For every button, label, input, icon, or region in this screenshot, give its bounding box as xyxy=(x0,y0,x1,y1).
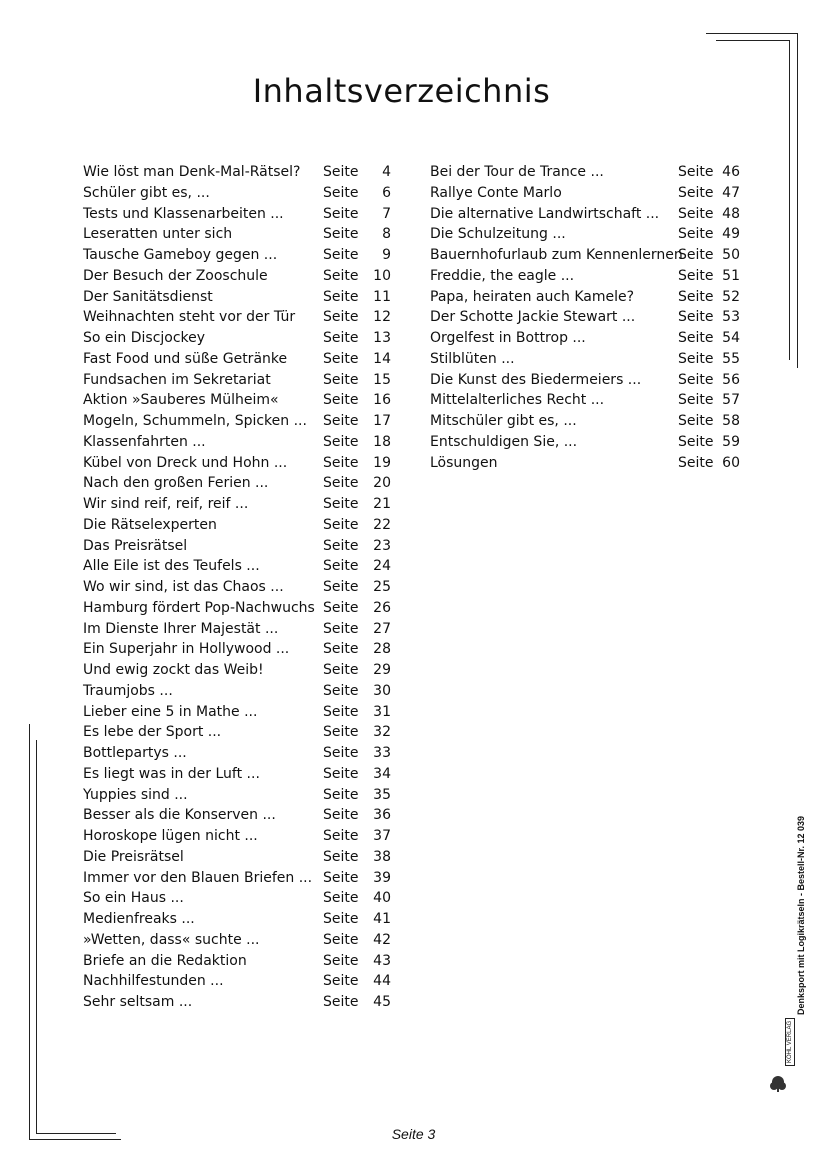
toc-entry-seite-label: Seite xyxy=(323,205,359,222)
toc-entry-title: Lieber eine 5 in Mathe ... xyxy=(83,703,258,720)
toc-entry-page-number: 57 xyxy=(722,392,740,409)
toc-entry-title: Und ewig zockt das Weib! xyxy=(83,662,264,678)
toc-entry-title: Rallye Conte Marlo xyxy=(430,184,562,201)
toc-entry-page-number: 56 xyxy=(722,371,740,388)
toc-entry-page-number: 16 xyxy=(373,392,391,409)
toc-entry-page-number: 22 xyxy=(373,516,391,533)
toc-entry-title: Es lebe der Sport ... xyxy=(83,724,222,741)
toc-entry-page-number: 19 xyxy=(373,454,391,471)
toc-entry-seite-label: Seite xyxy=(678,350,714,367)
toc-entry-title: Nach den großen Ferien ... xyxy=(83,475,269,492)
toc-entry-seite-label: Seite xyxy=(323,350,359,367)
toc-entry-page-number: 38 xyxy=(373,848,391,865)
toc-entry xyxy=(83,909,395,930)
toc-entry xyxy=(83,868,395,889)
toc-entry-seite-label: Seite xyxy=(323,413,359,429)
toc-entry-seite-label: Seite xyxy=(323,745,359,761)
toc-entry xyxy=(430,183,748,204)
side-publication-text: Denksport mit Logikrätseln - Bestell-Nr. 12 039 xyxy=(796,815,806,1015)
toc-entry-title: Fast Food und süße Getränke xyxy=(83,350,288,367)
toc-entry xyxy=(83,162,395,183)
toc-entry xyxy=(430,328,748,349)
toc-entry-seite-label: Seite xyxy=(678,413,714,429)
toc-entry-title: Fundsachen im Sekretariat xyxy=(83,371,271,388)
toc-entry-title: Bauernhofurlaub zum Kennenlernen xyxy=(430,247,683,263)
frame-left-line-outer xyxy=(29,724,30,1140)
toc-entry xyxy=(83,619,395,640)
toc-entry-page-number: 44 xyxy=(373,973,391,990)
toc-entry-title: Horoskope lügen nicht ... xyxy=(83,828,258,844)
toc-entry-page-number: 18 xyxy=(373,433,391,450)
toc-entry-title: Leseratten unter sich xyxy=(83,226,233,243)
toc-entry-title: Orgelfest in Bottrop ... xyxy=(430,330,586,346)
toc-entry xyxy=(83,494,395,515)
toc-entry-page-number: 60 xyxy=(722,454,740,471)
toc-entry-page-number: 25 xyxy=(373,579,391,595)
toc-entry-title: Ein Superjahr in Hollywood ... xyxy=(83,641,290,658)
toc-entry-seite-label: Seite xyxy=(323,599,359,616)
toc-entry xyxy=(83,930,395,951)
toc-entry xyxy=(430,245,748,266)
toc-entry-seite-label: Seite xyxy=(323,558,359,575)
toc-entry-title: Bei der Tour de Trance ... xyxy=(430,164,604,180)
frame-top-line-inner xyxy=(716,40,789,41)
toc-entry-title: Mitschüler gibt es, ... xyxy=(430,413,577,429)
toc-entry xyxy=(83,598,395,619)
toc-entry xyxy=(83,702,395,723)
toc-entry-page-number: 32 xyxy=(373,724,391,741)
toc-entry-title: Briefe an die Redaktion xyxy=(83,952,247,969)
toc-entry-seite-label: Seite xyxy=(323,911,359,927)
toc-entry xyxy=(83,556,395,577)
toc-entry xyxy=(430,390,748,411)
toc-entry xyxy=(83,785,395,806)
toc-entry-title: Die Schulzeitung ... xyxy=(430,226,566,243)
toc-entry-page-number: 51 xyxy=(722,267,740,284)
toc-entry-seite-label: Seite xyxy=(323,869,359,886)
toc-entry xyxy=(83,328,395,349)
toc-entry xyxy=(83,370,395,391)
toc-entry-title: Wie löst man Denk-Mal-Rätsel? xyxy=(83,164,301,180)
toc-entry-page-number: 50 xyxy=(722,247,740,263)
toc-entry-page-number: 34 xyxy=(373,765,391,782)
toc-entry-page-number: 11 xyxy=(373,288,391,305)
toc-entry-title: Papa, heiraten auch Kamele? xyxy=(430,288,635,305)
toc-entry xyxy=(83,204,395,225)
toc-entry-seite-label: Seite xyxy=(323,392,359,409)
toc-entry-seite-label: Seite xyxy=(323,931,359,948)
tree-logo-icon xyxy=(766,1030,802,1094)
toc-entry-seite-label: Seite xyxy=(323,620,359,637)
toc-entry-page-number: 6 xyxy=(382,184,391,201)
toc-entry-title: Weihnachten steht vor der Tür xyxy=(83,309,296,326)
toc-entry-title: Sehr seltsam ... xyxy=(83,994,193,1010)
toc-entry xyxy=(83,432,395,453)
toc-entry-page-number: 46 xyxy=(722,164,740,180)
toc-entry-title: Traumjobs ... xyxy=(83,682,173,699)
toc-entry-page-number: 8 xyxy=(382,226,391,243)
toc-entry-title: Besser als die Konserven ... xyxy=(83,807,276,824)
frame-top-line-outer xyxy=(706,33,798,34)
toc-entry-page-number: 45 xyxy=(373,994,391,1010)
toc-entry-title: Alle Eile ist des Teufels ... xyxy=(83,558,260,575)
toc-entry-title: Im Dienste Ihrer Majestät ... xyxy=(83,620,279,637)
toc-entry xyxy=(83,826,395,847)
toc-entry-page-number: 7 xyxy=(382,205,391,222)
toc-entry-page-number: 23 xyxy=(373,537,391,554)
toc-entry-seite-label: Seite xyxy=(323,765,359,782)
toc-entry xyxy=(430,411,748,432)
toc-entry-page-number: 28 xyxy=(373,641,391,658)
toc-entry-page-number: 42 xyxy=(373,931,391,948)
toc-entry-seite-label: Seite xyxy=(323,786,359,803)
toc-entry-page-number: 53 xyxy=(722,309,740,326)
toc-entry-title: Der Besuch der Zooschule xyxy=(83,267,268,284)
toc-entry-page-number: 43 xyxy=(373,952,391,969)
toc-entry-seite-label: Seite xyxy=(323,703,359,720)
toc-entry-title: Nachhilfestunden ... xyxy=(83,973,224,990)
toc-entry xyxy=(83,453,395,474)
toc-entry-title: Die alternative Landwirtschaft ... xyxy=(430,205,660,222)
toc-entry-seite-label: Seite xyxy=(678,371,714,388)
toc-entry-seite-label: Seite xyxy=(323,288,359,305)
toc-entry xyxy=(83,245,395,266)
toc-entry xyxy=(83,743,395,764)
toc-entry-page-number: 52 xyxy=(722,288,740,305)
toc-entry-seite-label: Seite xyxy=(323,682,359,699)
toc-entry-title: Das Preisrätsel xyxy=(83,537,188,554)
toc-entry xyxy=(83,660,395,681)
toc-entry-page-number: 31 xyxy=(373,703,391,720)
toc-entry xyxy=(83,805,395,826)
toc-entry xyxy=(430,349,748,370)
toc-entry xyxy=(83,681,395,702)
toc-entry-seite-label: Seite xyxy=(323,890,359,907)
toc-entry-page-number: 12 xyxy=(373,309,391,326)
toc-entry-title: Es liegt was in der Luft ... xyxy=(83,765,260,782)
toc-entry xyxy=(83,287,395,308)
toc-entry xyxy=(430,307,748,328)
toc-entry-title: Die Rätselexperten xyxy=(83,516,217,533)
toc-entry-seite-label: Seite xyxy=(678,454,714,471)
toc-entry-title: Der Schotte Jackie Stewart ... xyxy=(430,309,636,326)
toc-right-column xyxy=(430,162,748,473)
toc-entry xyxy=(83,951,395,972)
toc-entry-title: Die Kunst des Biedermeiers ... xyxy=(430,371,642,388)
toc-entry xyxy=(430,453,748,474)
toc-entry-seite-label: Seite xyxy=(323,226,359,243)
toc-entry-title: Freddie, the eagle ... xyxy=(430,267,575,284)
toc-entry-page-number: 13 xyxy=(373,330,391,346)
toc-entry-seite-label: Seite xyxy=(323,579,359,595)
toc-entry-seite-label: Seite xyxy=(323,662,359,678)
toc-entry-title: Kübel von Dreck und Hohn ... xyxy=(83,454,288,471)
toc-entry-seite-label: Seite xyxy=(323,164,359,180)
toc-entry xyxy=(83,764,395,785)
toc-entry-page-number: 58 xyxy=(722,413,740,429)
toc-entry xyxy=(83,307,395,328)
toc-entry-page-number: 4 xyxy=(382,164,391,180)
toc-entry-title: Wir sind reif, reif, reif ... xyxy=(83,496,249,512)
toc-entry-seite-label: Seite xyxy=(323,994,359,1010)
toc-entry xyxy=(83,390,395,411)
toc-entry-title: Wo wir sind, ist das Chaos ... xyxy=(83,579,284,595)
toc-entry xyxy=(83,224,395,245)
toc-entry-page-number: 27 xyxy=(373,620,391,637)
toc-entry-seite-label: Seite xyxy=(323,807,359,824)
toc-entry-seite-label: Seite xyxy=(323,496,359,512)
toc-entry-page-number: 20 xyxy=(373,475,391,492)
toc-entry-page-number: 37 xyxy=(373,828,391,844)
toc-entry-title: Aktion »Sauberes Mülheim« xyxy=(83,392,279,409)
toc-entry-title: Immer vor den Blauen Briefen ... xyxy=(83,869,313,886)
toc-entry-seite-label: Seite xyxy=(323,371,359,388)
toc-entry-seite-label: Seite xyxy=(323,537,359,554)
toc-entry-title: Tausche Gameboy gegen ... xyxy=(83,247,278,263)
toc-entry xyxy=(83,266,395,287)
toc-entry-seite-label: Seite xyxy=(323,724,359,741)
toc-entry xyxy=(83,722,395,743)
toc-entry-seite-label: Seite xyxy=(323,848,359,865)
toc-entry-seite-label: Seite xyxy=(323,330,359,346)
toc-entry xyxy=(83,888,395,909)
toc-entry xyxy=(83,992,395,1013)
toc-entry-seite-label: Seite xyxy=(323,309,359,326)
toc-entry-page-number: 49 xyxy=(722,226,740,243)
toc-entry xyxy=(430,432,748,453)
toc-entry-page-number: 26 xyxy=(373,599,391,616)
toc-entry-title: »Wetten, dass« suchte ... xyxy=(83,931,260,948)
toc-entry-seite-label: Seite xyxy=(323,267,359,284)
toc-entry-page-number: 40 xyxy=(373,890,391,907)
toc-entry-page-number: 33 xyxy=(373,745,391,761)
toc-entry xyxy=(83,639,395,660)
toc-entry xyxy=(83,183,395,204)
toc-entry-seite-label: Seite xyxy=(323,454,359,471)
toc-entry-title: Hamburg fördert Pop-Nachwuchs xyxy=(83,599,315,616)
toc-entry xyxy=(430,224,748,245)
toc-entry-title: Schüler gibt es, ... xyxy=(83,184,210,201)
toc-entry-seite-label: Seite xyxy=(678,184,714,201)
toc-entry-page-number: 39 xyxy=(373,869,391,886)
toc-entry-page-number: 10 xyxy=(373,267,391,284)
toc-entry-title: So ein Discjockey xyxy=(83,330,206,346)
toc-entry-title: Stilblüten ... xyxy=(430,350,515,367)
toc-entry-page-number: 59 xyxy=(722,433,740,450)
toc-entry xyxy=(83,847,395,868)
toc-entry-page-number: 41 xyxy=(373,911,391,927)
publisher-logo-text: KOHL VERLAG xyxy=(785,1018,795,1066)
toc-entry-page-number: 24 xyxy=(373,558,391,575)
toc-entry xyxy=(83,536,395,557)
toc-entry-seite-label: Seite xyxy=(678,164,714,180)
toc-entry-page-number: 36 xyxy=(373,807,391,824)
toc-entry-seite-label: Seite xyxy=(678,226,714,243)
frame-left-line-inner xyxy=(36,740,37,1133)
toc-entry xyxy=(430,204,748,225)
toc-entry-title: Klassenfahrten ... xyxy=(83,433,206,450)
toc-entry-title: Entschuldigen Sie, ... xyxy=(430,433,578,450)
toc-entry-page-number: 55 xyxy=(722,350,740,367)
toc-entry-seite-label: Seite xyxy=(678,205,714,222)
toc-entry-seite-label: Seite xyxy=(323,952,359,969)
toc-entry-title: Lösungen xyxy=(430,454,498,471)
toc-entry-seite-label: Seite xyxy=(323,247,359,263)
toc-entry-seite-label: Seite xyxy=(323,973,359,990)
toc-entry-seite-label: Seite xyxy=(678,288,714,305)
toc-left-column xyxy=(83,162,395,1013)
toc-entry xyxy=(83,411,395,432)
toc-entry-title: Medienfreaks ... xyxy=(83,911,195,927)
toc-entry xyxy=(83,577,395,598)
toc-entry-page-number: 9 xyxy=(382,247,391,263)
page-number-footer: Seite 3 xyxy=(391,1126,436,1142)
toc-entry-page-number: 48 xyxy=(722,205,740,222)
page-title: Inhaltsverzeichnis xyxy=(252,72,551,110)
toc-entry-page-number: 29 xyxy=(373,662,391,678)
toc-entry-seite-label: Seite xyxy=(678,392,714,409)
toc-entry xyxy=(430,287,748,308)
toc-entry-title: Die Preisrätsel xyxy=(83,848,184,865)
toc-entry-seite-label: Seite xyxy=(678,433,714,450)
toc-entry-seite-label: Seite xyxy=(323,828,359,844)
toc-entry-page-number: 47 xyxy=(722,184,740,201)
toc-entry-page-number: 17 xyxy=(373,413,391,429)
toc-entry-title: So ein Haus ... xyxy=(83,890,184,907)
toc-entry-seite-label: Seite xyxy=(323,475,359,492)
toc-entry xyxy=(430,370,748,391)
toc-entry xyxy=(83,349,395,370)
toc-entry xyxy=(83,971,395,992)
toc-entry-title: Bottlepartys ... xyxy=(83,745,187,761)
toc-entry xyxy=(430,162,748,183)
toc-entry-page-number: 14 xyxy=(373,350,391,367)
toc-entry-seite-label: Seite xyxy=(678,309,714,326)
toc-entry-title: Yuppies sind ... xyxy=(83,786,188,803)
toc-entry-seite-label: Seite xyxy=(678,267,714,284)
toc-entry-seite-label: Seite xyxy=(323,184,359,201)
toc-entry-seite-label: Seite xyxy=(323,641,359,658)
toc-entry-page-number: 54 xyxy=(722,330,740,346)
toc-entry-title: Mogeln, Schummeln, Spicken ... xyxy=(83,413,307,429)
toc-entry-title: Mittelalterliches Recht ... xyxy=(430,392,605,409)
toc-entry-seite-label: Seite xyxy=(678,330,714,346)
toc-entry xyxy=(83,515,395,536)
toc-entry-title: Der Sanitätsdienst xyxy=(83,288,213,305)
toc-entry-page-number: 21 xyxy=(373,496,391,512)
toc-entry xyxy=(430,266,748,287)
toc-entry-page-number: 30 xyxy=(373,682,391,699)
toc-entry-page-number: 35 xyxy=(373,786,391,803)
toc-entry-seite-label: Seite xyxy=(323,516,359,533)
toc-entry-page-number: 15 xyxy=(373,371,391,388)
toc-entry-title: Tests und Klassenarbeiten ... xyxy=(83,205,284,222)
toc-entry-seite-label: Seite xyxy=(323,433,359,450)
toc-entry xyxy=(83,473,395,494)
toc-entry-seite-label: Seite xyxy=(678,247,714,263)
